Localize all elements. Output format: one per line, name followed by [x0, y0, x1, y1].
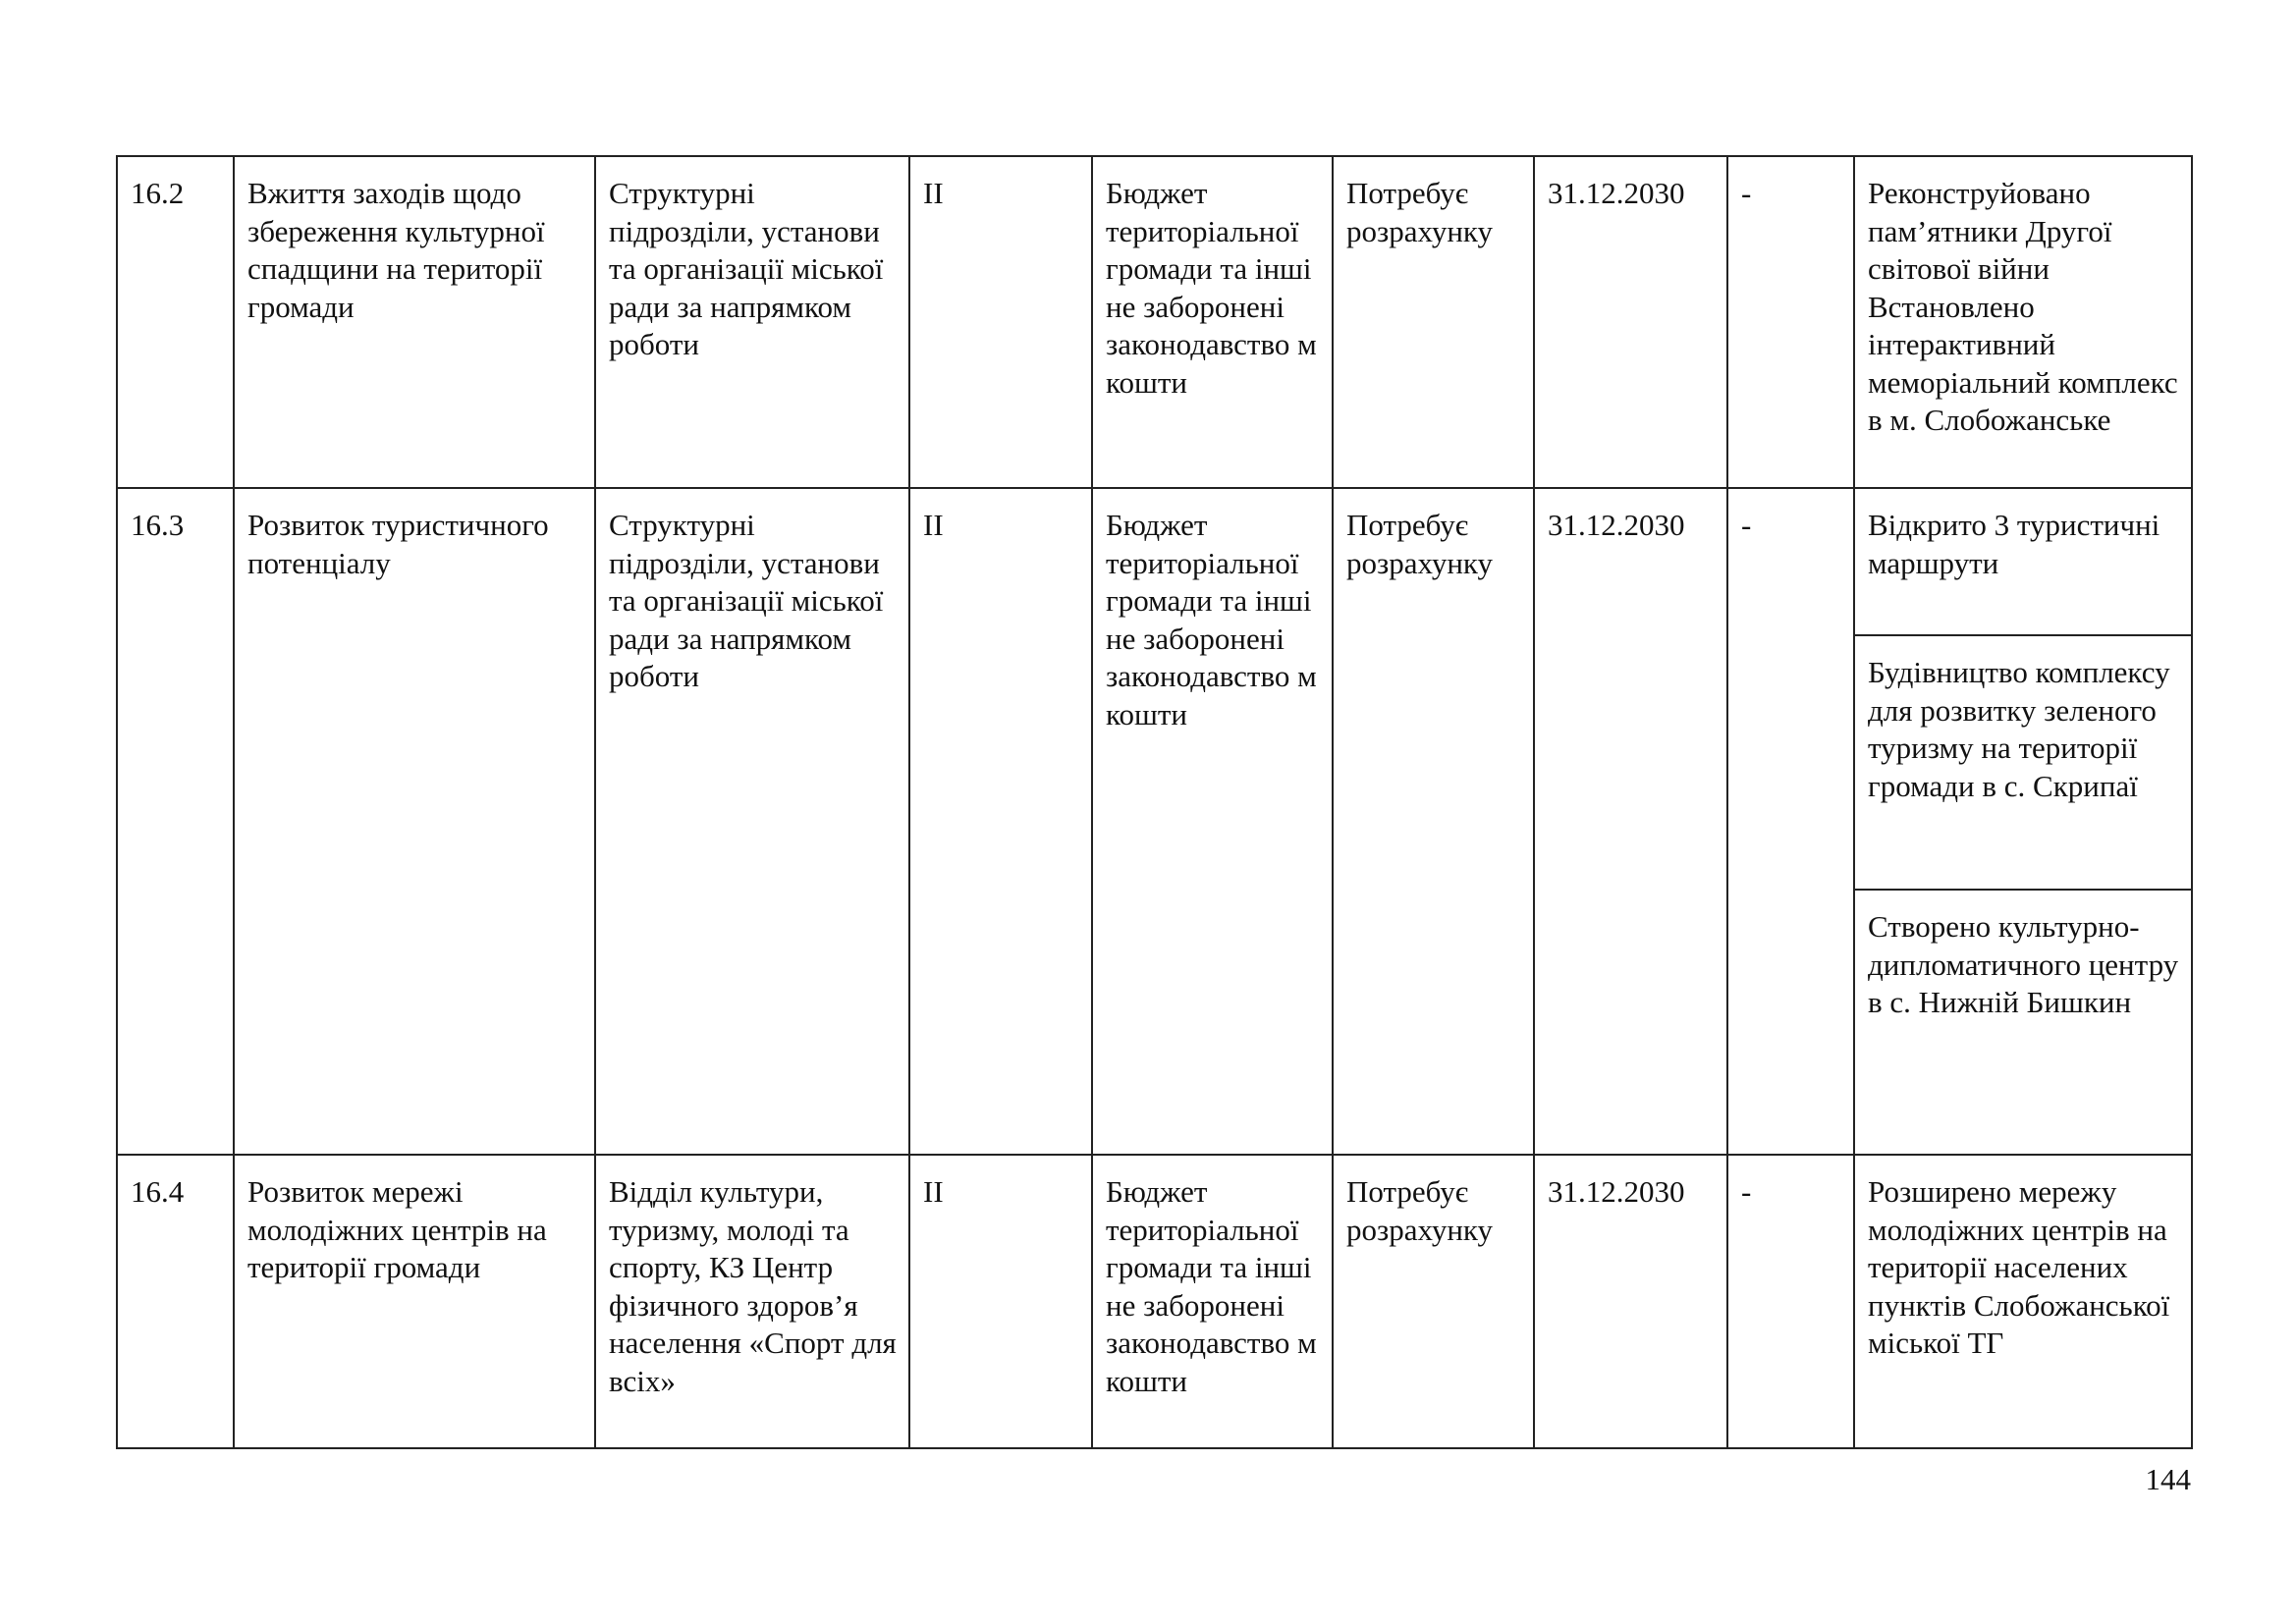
cost-text: Потребує розрахунку [1333, 156, 1534, 488]
row-number: 16.2 [117, 156, 234, 488]
measure-text: Розвиток туристичного потенціалу [234, 488, 595, 1155]
dash-cell: - [1727, 156, 1854, 488]
funding-source-text: Бюджет територіальної громади та інші не заборонені законодавство м кошти [1092, 1155, 1333, 1448]
measure-text: Розвиток мережі молодіжних центрів на території громади [234, 1155, 595, 1448]
cost-text: Потребує розрахунку [1333, 488, 1534, 1155]
deadline-date: 31.12.2030 [1534, 1155, 1727, 1448]
result-text: Створено культурно-дипломатичного центру в с. Нижній Бишкин [1854, 890, 2192, 1155]
deadline-date: 31.12.2030 [1534, 156, 1727, 488]
funding-source-text: Бюджет територіальної громади та інші не заборонені законодавство м кошти [1092, 488, 1333, 1155]
table-row [117, 488, 2192, 635]
table-row [117, 1155, 2192, 1448]
result-text: Відкрито 3 туристичні маршрути [1854, 488, 2192, 635]
measures-table [116, 155, 2193, 1449]
result-text: Реконструйовано пам’ятники Другої світової війни Встановлено інтерактивний меморіальний комплекс в м. Слобожанське [1854, 156, 2192, 488]
funding-source-text: Бюджет територіальної громади та інші не заборонені законодавство м кошти [1092, 156, 1333, 488]
dash-cell: - [1727, 1155, 1854, 1448]
deadline-date: 31.12.2030 [1534, 488, 1727, 1155]
term-text: II [909, 1155, 1092, 1448]
page-number: 144 [2145, 1462, 2191, 1496]
term-text: II [909, 488, 1092, 1155]
row-number: 16.4 [117, 1155, 234, 1448]
result-text: Будівництво комплексу для розвитку зеленого туризму на території громади в с. Скрипаї [1854, 635, 2192, 890]
cost-text: Потребує розрахунку [1333, 1155, 1534, 1448]
responsible-text: Структурні підрозділи, установи та організації міської ради за напрямком роботи [595, 156, 909, 488]
result-text: Розширено мережу молодіжних центрів на території населених пунктів Слобожанської міської ТГ [1854, 1155, 2192, 1448]
measure-text: Вжиття заходів щодо збереження культурної спадщини на території громади [234, 156, 595, 488]
responsible-text: Структурні підрозділи, установи та організації міської ради за напрямком роботи [595, 488, 909, 1155]
row-number: 16.3 [117, 488, 234, 1155]
table-row [117, 156, 2192, 488]
term-text: II [909, 156, 1092, 488]
responsible-text: Відділ культури, туризму, молоді та спорту, КЗ Центр фізичного здоров’я населення «Спорт для всіх» [595, 1155, 909, 1448]
dash-cell: - [1727, 488, 1854, 1155]
